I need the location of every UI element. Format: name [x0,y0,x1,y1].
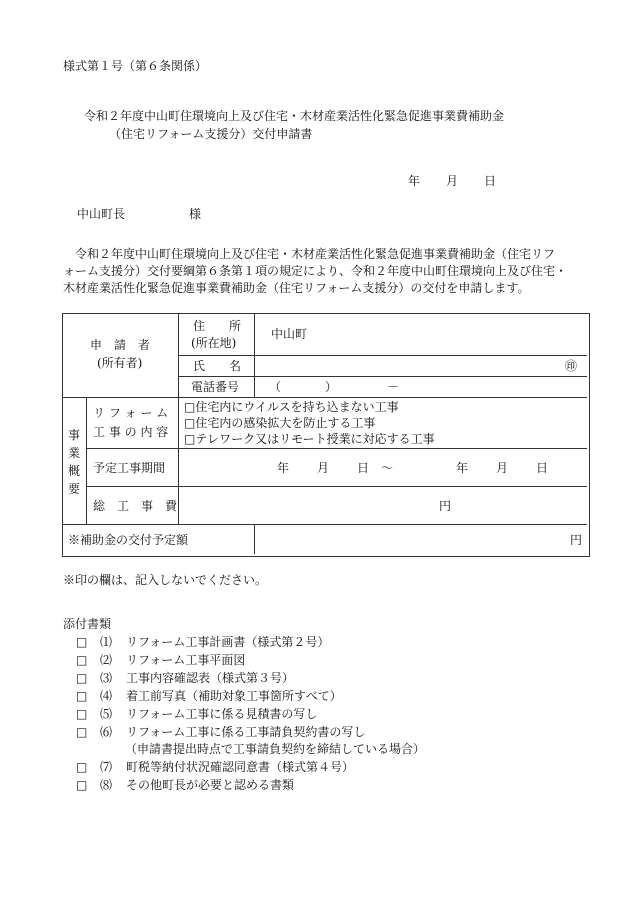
address-field[interactable] [254,314,587,355]
attachment-checkbox[interactable]: □ [76,689,88,703]
address-label-cell [178,314,254,355]
addressee [77,206,201,222]
attachment-number: ⑸ [100,707,113,721]
address-sublabel: (所在地) [191,336,237,350]
attachment-item-note: （申請書提出時点で工事請負契約を締結している場合） [125,742,426,756]
date-month: 月 [446,174,459,188]
application-date[interactable] [408,173,496,189]
attachment-text: リフォーム工事平面図 [126,653,246,667]
attachment-text: その他町長が必要と認める書類 [126,778,295,792]
date-day: 日 [484,174,497,188]
body-line-3: 木材産業活性化緊急促進事業費補助金（住宅リフォーム支援分）の交付を申請します。 [63,281,530,295]
attachment-item[interactable] [76,688,342,705]
attachment-item[interactable] [76,652,245,669]
period-end-day: 日 [536,461,549,475]
reform-content-label-cell [86,397,178,448]
phone-field[interactable] [254,376,587,397]
attachment-item[interactable] [76,777,294,794]
total-cost-field[interactable] [178,486,587,524]
overview-char-2: 業 [68,446,81,460]
total-cost-label: 総 工 事 費 [93,499,178,513]
reform-option-telework[interactable]: □テレワーク又はリモート授業に対応する工事 [184,432,435,446]
subsidy-field [254,524,587,554]
document-title-line-1: 令和２年度中山町住環境向上及び住宅・木材産業活性化緊急促進事業費補助金 [84,109,505,123]
period-tilde: ～ [381,461,394,475]
attachment-number: ⑶ [100,671,113,685]
period-start-day: 日 [357,461,370,475]
period-end-year: 年 [456,461,469,475]
applicant-label: 申 請 者 [90,338,151,352]
attachment-text: リフォーム工事に係る工事請負契約書の写し [126,725,366,739]
name-label: 氏 名 [193,359,242,373]
attachment-checkbox[interactable]: □ [76,635,88,649]
attachment-checkbox[interactable]: □ [76,653,88,667]
phone-label-cell [178,376,254,397]
attachment-number: ⑵ [100,653,113,667]
applicant-label-cell [63,314,178,397]
period-start-month: 月 [317,461,330,475]
attachment-text: リフォーム工事に係る見積書の写し [126,707,318,721]
reform-content-label-1: リ フ ォ ー ム [93,406,169,420]
attachment-text: 着工前写真（補助対象工事箇所すべて） [126,689,342,703]
reform-content-label-2: 工 事 の 内 容 [93,425,169,439]
overview-char-1: 事 [68,428,81,442]
attachment-item[interactable] [76,634,329,651]
addressee-name: 中山町長 [77,207,126,221]
period-label-cell [86,448,178,486]
form-number-label: 様式第１号（第６条関係） [63,59,208,73]
reform-option-infection-spread[interactable]: □住宅内の感染拡大を防止する工事 [184,416,376,430]
attachment-checkbox[interactable]: □ [76,671,88,685]
attachment-text: 町税等納付状況確認同意書（様式第４号） [126,760,355,774]
reform-content-field [178,397,587,448]
application-body-text [63,246,591,297]
attachment-number: ⑴ [100,635,113,649]
name-field[interactable] [254,355,587,376]
body-line-1: 令和２年度中山町住環境向上及び住宅・木材産業活性化緊急促進事業費補助金（住宅リフ [75,247,556,261]
attachment-checkbox[interactable]: □ [76,778,88,792]
attachment-checkbox[interactable]: □ [76,725,88,739]
attachment-item[interactable] [76,759,354,776]
reform-option-virus-entry[interactable]: □住宅内にウイルスを持ち込まない工事 [184,400,399,414]
applicant-sublabel: (所有者) [97,356,143,370]
attachment-number: ⑷ [100,689,113,703]
attachments-heading: 添付書類 [63,617,112,631]
phone-label: 電話番号 [191,380,240,394]
seal-mark: ㊞ [564,359,577,373]
overview-char-4: 要 [68,482,81,496]
subsidy-label-cell [63,524,254,554]
phone-dash: － [387,380,400,394]
period-field[interactable] [178,448,587,486]
overview-char-3: 概 [68,464,81,478]
attachment-item[interactable] [76,670,294,687]
attachment-number: ⑹ [100,725,113,739]
attachment-number: ⑺ [100,760,113,774]
document-title-line-2: （住宅リフォーム支援分）交付申請書 [109,127,313,141]
project-overview-label-cell [63,397,86,524]
application-form-table [62,313,590,557]
total-cost-unit: 円 [439,499,452,513]
date-year: 年 [408,174,421,188]
phone-close-paren: ） [325,380,338,394]
total-cost-label-cell [86,486,178,524]
address-label: 住 所 [193,319,242,333]
address-value: 中山町 [271,327,308,341]
subsidy-unit: 円 [569,533,582,547]
attachment-checkbox[interactable]: □ [76,707,88,721]
addressee-honorific: 様 [189,207,202,221]
period-label: 予定工事期間 [93,461,166,475]
period-end-month: 月 [496,461,509,475]
attachment-checkbox[interactable]: □ [76,760,88,774]
attachment-text: 工事内容確認表（様式第３号） [126,671,295,685]
name-label-cell [178,355,254,376]
body-line-2: ォーム支援分）交付要綱第６条第１項の規定により、令和２年度中山町住環境向上及び住宅・ [63,264,568,278]
phone-open-paren: （ [269,380,282,394]
attachment-item[interactable] [76,706,317,723]
attachment-item[interactable] [76,724,365,741]
notice-text: ※印の欄は、記入しないでください。 [63,573,268,587]
subsidy-label: ※補助金の交付予定額 [68,533,189,547]
period-start-year: 年 [277,461,290,475]
attachment-number: ⑻ [100,778,113,792]
attachment-text: リフォーム工事計画書（様式第２号） [126,635,330,649]
